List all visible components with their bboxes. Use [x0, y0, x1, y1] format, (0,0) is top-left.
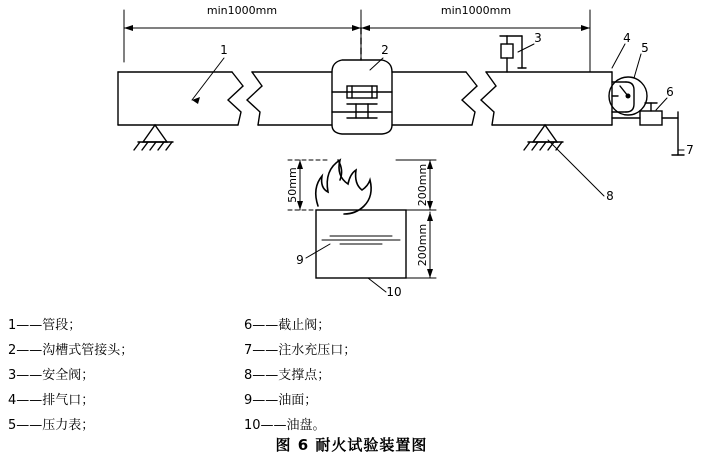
dimension-pan-upper: 200mm — [416, 163, 429, 207]
legend-item: 8——支撑点； — [244, 368, 331, 383]
legend-column-right — [244, 313, 356, 438]
legend-item: 5——压力表； — [8, 418, 95, 433]
callout-8: 8 — [606, 189, 614, 203]
support-left — [134, 125, 173, 150]
callout-9: 9 — [296, 253, 304, 267]
legend-item: 6——截止阀； — [244, 318, 331, 333]
legend-item: 10——油盘。 — [244, 418, 326, 433]
dimension-right-span: min1000mm — [440, 4, 512, 17]
safety-valve — [500, 36, 526, 72]
dimension-left-span: min1000mm — [206, 4, 278, 17]
support-right — [524, 125, 563, 150]
pan-dimensions — [288, 160, 436, 278]
legend-item: 3——安全阀； — [8, 368, 95, 383]
figure-caption: 图 6 耐火试验装置图 — [275, 436, 428, 454]
legend-item: 4——排气口； — [8, 393, 95, 408]
dimension-lines — [124, 10, 590, 72]
dimension-burner-gap: 50mm — [286, 167, 299, 203]
callout-6: 6 — [666, 85, 674, 99]
flame — [316, 160, 371, 214]
legend-column-left — [8, 313, 133, 438]
dimension-pan-lower: 200mm — [416, 223, 429, 267]
legend-item: 2——沟槽式管接头； — [8, 343, 134, 358]
callout-4: 4 — [623, 31, 631, 45]
legend-item: 7——注水充压口； — [244, 343, 357, 358]
legend — [0, 305, 703, 433]
callout-1: 1 — [220, 43, 228, 57]
callout-10: 10 — [386, 285, 402, 299]
exhaust-and-gauge — [609, 77, 647, 115]
callout-7: 7 — [686, 143, 694, 157]
callout-5: 5 — [641, 41, 649, 55]
legend-item: 9——油面； — [244, 393, 318, 408]
legend-item: 1——管段； — [8, 318, 82, 333]
callout-2: 2 — [381, 43, 389, 57]
callout-3: 3 — [534, 31, 542, 45]
leader-lines — [192, 44, 684, 292]
stop-valve-assembly — [612, 103, 684, 155]
